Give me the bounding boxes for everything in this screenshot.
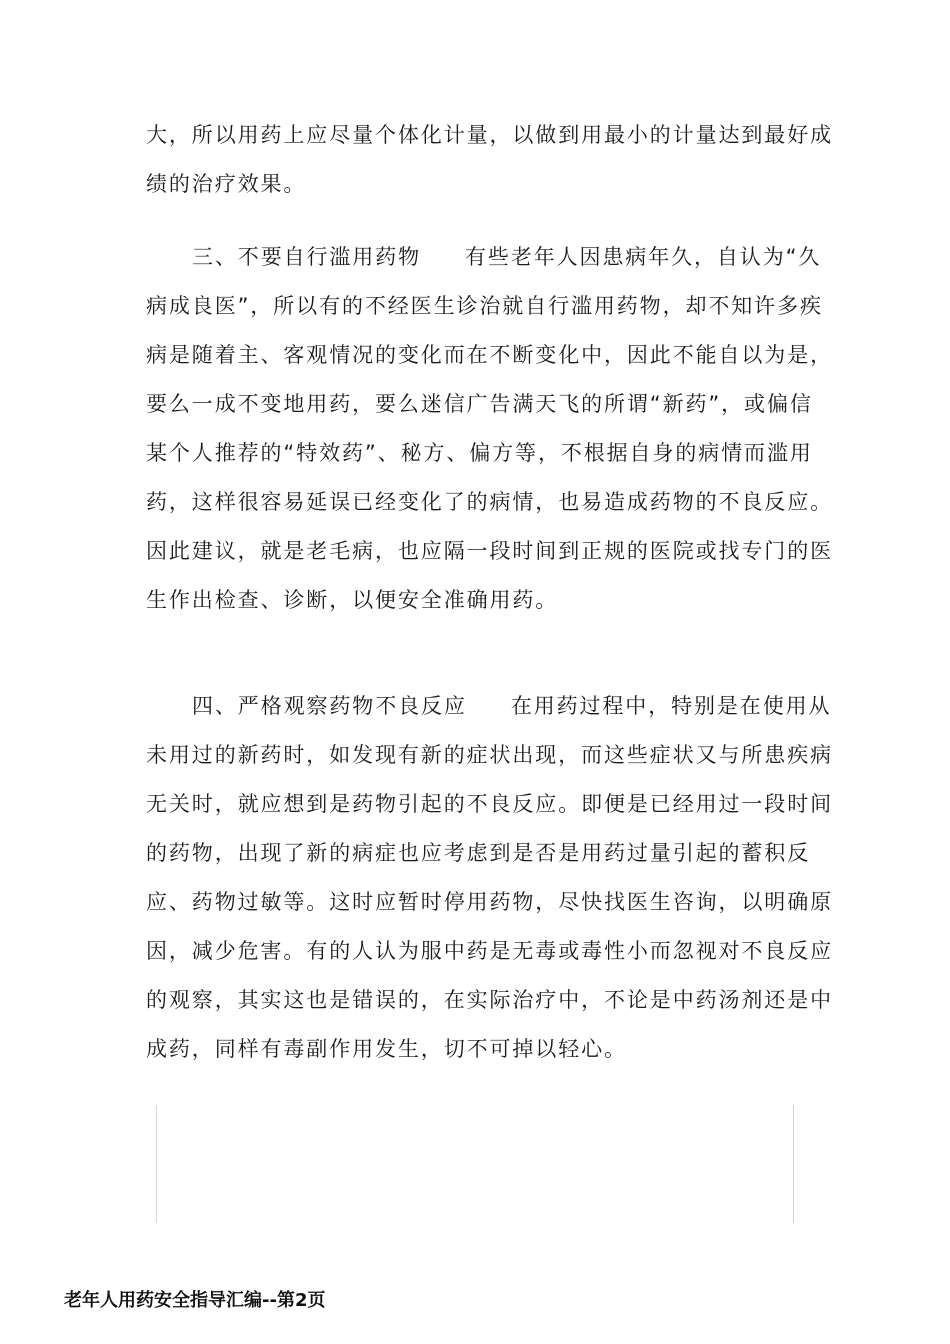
paragraph-line: 病成良医”，所以有的不经医生诊治就自行滥用药物，却不知许多疾 — [146, 294, 823, 318]
section-heading-3: 三、不要自行滥用药物 — [192, 245, 421, 269]
table-border-left — [156, 1105, 157, 1223]
paragraph-line: 的药物，出现了新的病症也应考虑到是否是用药过量引起的蓄积反 — [146, 841, 811, 865]
paragraph-line: 绩的治疗效果。 — [146, 172, 307, 196]
paragraph-line: 的观察，其实这也是错误的，在实际治疗中，不论是中药汤剂还是中 — [146, 988, 833, 1012]
paragraph-line: 应、药物过敏等。这时应暂时停用药物，尽快找医生咨询，以明确原 — [146, 890, 833, 914]
paragraph-line: 某个人推荐的“特效药”、秘方、偏方等，不根据自身的病情而滥用 — [146, 441, 813, 465]
table-border-right — [793, 1105, 794, 1223]
section-heading-4: 四、严格观察药物不良反应 — [192, 694, 467, 718]
paragraph-line: 成药，同样有毒副作用发生，切不可掉以轻心。 — [146, 1037, 627, 1061]
paragraph-line: 生作出检查、诊断，以便安全准确用药。 — [146, 588, 559, 612]
paragraph-line: 病是随着主、客观情况的变化而在不断变化中，因此不能自以为是， — [146, 343, 833, 367]
paragraph-line: 因，减少危害。有的人认为服中药是无毒或毒性小而忽视对不良反应 — [146, 939, 833, 963]
paragraph-line-rest: 在用药过程中，特别是在使用从 — [510, 694, 832, 718]
paragraph-first-line — [146, 682, 832, 731]
paragraph-no-self-medication — [146, 233, 833, 625]
paragraph-line: 未用过的新药时，如发现有新的症状出现，而这些症状又与所患疾病 — [146, 743, 833, 767]
paragraph-first-line — [146, 233, 822, 282]
paragraph-adverse-reactions — [146, 682, 833, 1074]
paragraph-line: 大，所以用药上应尽量个体化计量，以做到用最小的计量达到最好成 — [146, 123, 833, 147]
paragraph-line: 无关时，就应想到是药物引起的不良反应。即便是已经用过一段时间 — [146, 792, 833, 816]
paragraph-line: 因此建议，就是老毛病，也应隔一段时间到正规的医院或找专门的医 — [146, 539, 833, 563]
paragraph-line: 要么一成不变地用药，要么迷信广告满天飞的所谓“新药”，或偏信 — [146, 392, 813, 416]
paragraph-dosage — [146, 111, 833, 209]
paragraph-line-rest: 有些老年人因患病年久，自认为“久 — [465, 245, 822, 269]
page-footer: 老年人用药安全指导汇编--第2页 — [64, 1290, 326, 1311]
paragraph-line: 药，这样很容易延误已经变化了的病情，也易造成药物的不良反应。 — [146, 490, 833, 514]
